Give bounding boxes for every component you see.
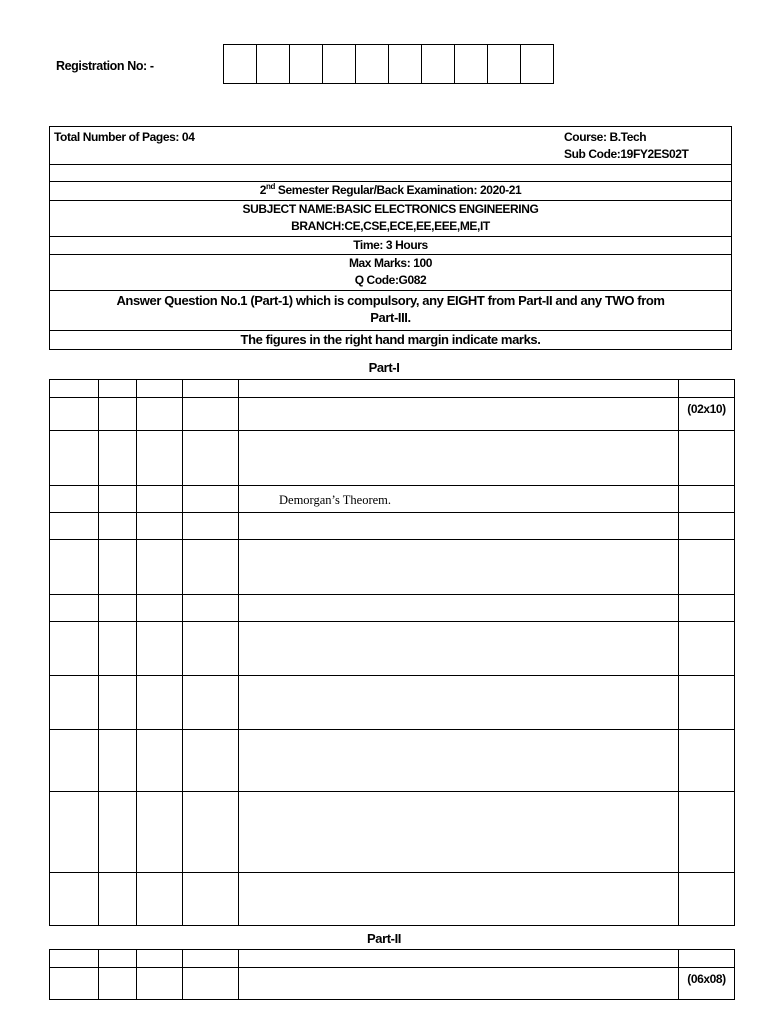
semester-row <box>50 182 731 201</box>
table-cell <box>183 595 239 622</box>
table-cell <box>183 873 239 926</box>
table-cell <box>137 792 183 873</box>
table-cell <box>679 540 735 595</box>
table-cell <box>50 540 99 595</box>
question-text: Demorgan’s Theorem. <box>239 486 679 513</box>
figures-note: The figures in the right hand margin indicate marks. <box>240 332 541 347</box>
marks-row <box>50 255 731 291</box>
subject-row <box>50 201 731 237</box>
table-cell <box>679 486 735 513</box>
table-cell <box>137 968 183 1000</box>
table-cell <box>239 968 679 1000</box>
part-2-heading: Part-II <box>366 931 402 946</box>
table-row <box>50 873 735 926</box>
table-row <box>50 676 735 730</box>
table-cell <box>679 431 735 486</box>
table-cell <box>99 950 137 968</box>
table-cell <box>50 431 99 486</box>
header-top-row <box>50 127 731 165</box>
table-cell <box>183 968 239 1000</box>
registration-boxes <box>223 44 554 84</box>
table-cell <box>239 950 679 968</box>
table-cell <box>239 398 679 431</box>
table-row <box>50 540 735 595</box>
table-cell <box>183 486 239 513</box>
instructions-line-1: Answer Question No.1 (Part-1) which is compulsory, any EIGHT from Part-II and any TWO from <box>116 293 665 308</box>
table-row <box>50 622 735 676</box>
table-cell <box>679 380 735 398</box>
semester-ordinal-suffix: nd <box>266 182 275 191</box>
registration-digit-box[interactable] <box>455 44 488 84</box>
table-cell <box>50 676 99 730</box>
table-cell <box>99 873 137 926</box>
table-cell <box>239 792 679 873</box>
table-cell <box>137 540 183 595</box>
registration-label: Registration No: - <box>56 59 154 73</box>
table-cell <box>50 398 99 431</box>
registration-digit-box[interactable] <box>521 44 554 84</box>
table-cell <box>137 431 183 486</box>
header-blank-row <box>50 165 731 182</box>
part-2-marks: (06x08) <box>679 968 735 1000</box>
table-cell <box>137 730 183 792</box>
table-cell <box>183 540 239 595</box>
time-row <box>50 237 731 255</box>
table-cell <box>239 431 679 486</box>
table-cell <box>679 676 735 730</box>
sub-code: Sub Code:19FY2ES02T <box>564 147 689 161</box>
table-cell <box>99 398 137 431</box>
table-cell <box>50 380 99 398</box>
table-cell <box>183 676 239 730</box>
q-code: Q Code:G082 <box>354 273 427 287</box>
table-cell <box>183 380 239 398</box>
table-row <box>50 968 735 1000</box>
table-cell <box>239 595 679 622</box>
table-row <box>50 730 735 792</box>
branch: BRANCH:CE,CSE,ECE,EE,EEE,ME,IT <box>291 219 490 233</box>
table-cell <box>183 398 239 431</box>
table-cell <box>99 431 137 486</box>
table-cell <box>679 873 735 926</box>
exam-time: Time: 3 Hours <box>353 238 428 252</box>
part-1-marks: (02x10) <box>679 398 735 431</box>
table-cell <box>50 486 99 513</box>
part-1-question-table <box>49 379 735 926</box>
course-block <box>564 129 688 163</box>
table-cell <box>99 486 137 513</box>
figures-note-row <box>50 331 731 349</box>
registration-digit-box[interactable] <box>224 44 257 84</box>
table-cell <box>137 486 183 513</box>
instructions-line-2: Part-III. <box>370 310 411 325</box>
table-cell <box>50 873 99 926</box>
table-cell <box>679 622 735 676</box>
table-cell <box>239 622 679 676</box>
table-cell <box>50 792 99 873</box>
table-cell <box>679 792 735 873</box>
table-cell <box>183 950 239 968</box>
table-cell <box>183 622 239 676</box>
course: Course: B.Tech <box>564 130 647 144</box>
table-cell <box>50 513 99 540</box>
table-cell <box>99 676 137 730</box>
table-cell <box>137 676 183 730</box>
subject-name: SUBJECT NAME:BASIC ELECTRONICS ENGINEERING <box>242 202 539 216</box>
table-row <box>50 513 735 540</box>
table-row <box>50 486 735 513</box>
table-cell <box>679 730 735 792</box>
table-cell <box>50 622 99 676</box>
registration-digit-box[interactable] <box>323 44 356 84</box>
table-cell <box>183 730 239 792</box>
table-cell <box>183 792 239 873</box>
table-cell <box>137 622 183 676</box>
part-1-heading: Part-I <box>368 360 400 375</box>
max-marks: Max Marks: 100 <box>348 256 433 270</box>
table-cell <box>239 873 679 926</box>
table-cell <box>50 730 99 792</box>
table-row <box>50 950 735 968</box>
registration-digit-box[interactable] <box>356 44 389 84</box>
registration-digit-box[interactable] <box>488 44 521 84</box>
registration-digit-box[interactable] <box>290 44 323 84</box>
part-2-question-table <box>49 949 735 1000</box>
exam-header-table <box>49 126 732 350</box>
table-cell <box>99 595 137 622</box>
table-row <box>50 595 735 622</box>
total-pages: Total Number of Pages: 04 <box>54 130 195 144</box>
semester-ordinal: 2 <box>259 183 267 197</box>
table-row <box>50 431 735 486</box>
table-cell <box>99 540 137 595</box>
table-cell <box>137 873 183 926</box>
table-cell <box>50 968 99 1000</box>
registration-digit-box[interactable] <box>257 44 290 84</box>
table-cell <box>99 968 137 1000</box>
table-row <box>50 792 735 873</box>
table-cell <box>679 595 735 622</box>
table-cell <box>99 513 137 540</box>
table-cell <box>239 380 679 398</box>
table-cell <box>137 513 183 540</box>
table-row <box>50 398 735 431</box>
registration-digit-box[interactable] <box>389 44 422 84</box>
table-cell <box>679 513 735 540</box>
table-row <box>50 380 735 398</box>
table-cell <box>239 513 679 540</box>
table-cell <box>99 380 137 398</box>
table-cell <box>183 513 239 540</box>
instructions-row <box>50 291 731 331</box>
table-cell <box>50 595 99 622</box>
table-cell <box>137 398 183 431</box>
table-cell <box>50 950 99 968</box>
table-cell <box>239 540 679 595</box>
table-cell <box>239 676 679 730</box>
table-cell <box>137 595 183 622</box>
table-cell <box>679 950 735 968</box>
table-cell <box>99 622 137 676</box>
table-cell <box>99 792 137 873</box>
registration-digit-box[interactable] <box>422 44 455 84</box>
table-cell <box>183 431 239 486</box>
table-cell <box>239 730 679 792</box>
table-cell <box>137 380 183 398</box>
table-cell <box>99 730 137 792</box>
semester-title: Semester Regular/Back Examination: 2020-21 <box>275 183 522 197</box>
table-cell <box>137 950 183 968</box>
